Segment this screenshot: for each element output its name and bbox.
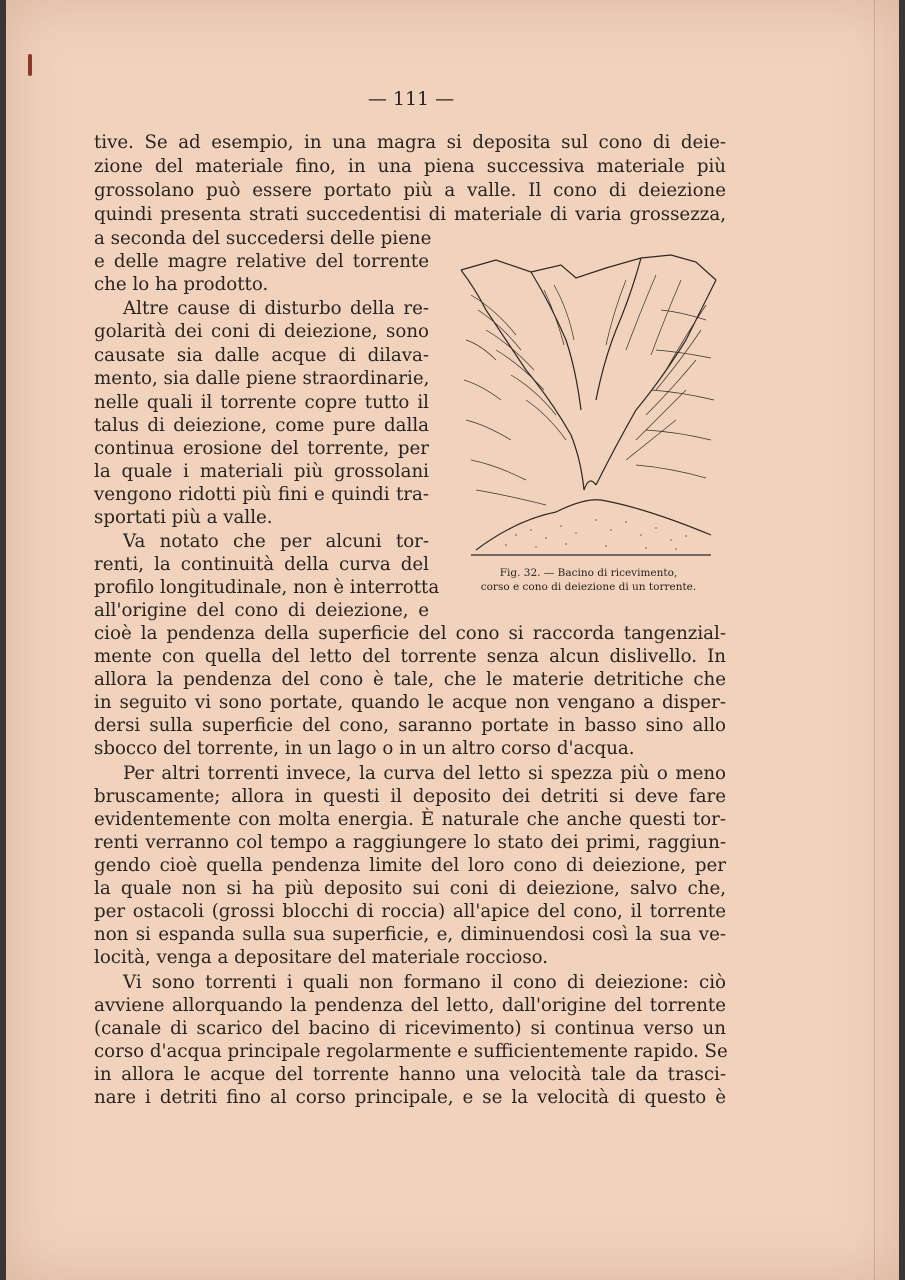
text-line: (canale di scarico del bacino di ricevimento) si continua verso un xyxy=(94,1018,726,1039)
text-line: Altre cause di disturbo della re- xyxy=(123,298,429,319)
text-line: in allora le acque del torrente hanno una velocità tale da trasci- xyxy=(94,1064,726,1085)
text-line: e delle magre relative del torrente xyxy=(94,251,429,272)
text-line: a seconda del succedersi delle piene xyxy=(94,228,432,249)
text-line: Per altri torrenti invece, la curva del letto si spezza più o meno xyxy=(123,763,726,784)
text-line: nare i detriti fino al corso principale, e se la velocità di questo è xyxy=(94,1087,726,1108)
text-line: sbocco del torrente, in un lago o in un altro corso d'acqua. xyxy=(94,738,635,759)
text-line: vengono ridotti più fini e quindi tra- xyxy=(94,484,429,505)
text-line: mente con quella del letto del torrente senza alcun dislivello. In xyxy=(94,646,726,667)
text-line: causate sia dalle acque di dilava- xyxy=(94,345,429,366)
text-line: all'origine del cono di deiezione, e xyxy=(94,600,429,621)
text-line: continua erosione del torrente, per xyxy=(94,438,429,459)
text-line: Vi sono torrenti i quali non formano il cono di deiezione: ciò xyxy=(123,972,726,993)
text-line: gendo cioè quella pendenza limite del loro cono di deiezione, per xyxy=(94,855,726,876)
text-line: talus di deiezione, come pure dalla xyxy=(94,415,429,436)
text-line: renti verranno col tempo a raggiungere lo stato dei primi, raggiun- xyxy=(94,832,726,853)
text-line: che lo ha prodotto. xyxy=(94,274,269,295)
text-line: profilo longitudinale, non è interrotta xyxy=(94,577,440,598)
text-line: sportati più a valle. xyxy=(94,507,273,528)
text-line: quindi presenta strati succedentisi di materiale di varia grossezza, xyxy=(94,204,726,225)
caption-line: Fig. 32. — Bacino di ricevimento, xyxy=(499,567,678,579)
text-line: renti, la continuità della curva del xyxy=(94,554,429,575)
text-line: la quale non si ha più deposito sui coni di deiezione, salvo che, xyxy=(94,878,726,899)
text-line: golarità dei coni di deiezione, sono xyxy=(94,321,429,342)
page-crease xyxy=(874,0,875,1280)
torrent-basin-illustration xyxy=(456,250,721,565)
text-line: non si espanda sulla sua superficie, e, diminuendosi così la sua ve- xyxy=(94,924,726,945)
text-line: avviene allorquando la pendenza del letto, dall'origine del torrente xyxy=(94,995,726,1016)
text-line: cioè la pendenza della superficie del cono si raccorda tangenzial- xyxy=(94,623,726,644)
text-line: tive. Se ad esempio, in una magra si deposita sul cono di deie- xyxy=(94,132,726,153)
text-line: allora la pendenza del cono è tale, che le materie detritiche che xyxy=(94,669,726,690)
caption-line: corso e cono di deiezione di un torrente. xyxy=(480,581,697,593)
figure-caption xyxy=(446,566,731,594)
page-mark xyxy=(28,54,32,76)
text-line: zione del materiale fino, in una piena successiva materiale più xyxy=(94,156,726,177)
text-line: nelle quali il torrente copre tutto il xyxy=(94,392,429,413)
text-line: locità, venga a depositare del materiale roccioso. xyxy=(94,947,549,968)
text-line: Va notato che per alcuni tor- xyxy=(123,531,429,552)
text-line: evidentemente con molta energia. È naturale che anche questi tor- xyxy=(94,809,726,830)
text-line: in seguito vi sono portate, quando le acque non vengano a disper- xyxy=(94,692,726,713)
page-number: — 111 — xyxy=(367,88,455,110)
text-line: la quale i materiali più grossolani xyxy=(94,461,429,482)
text-line: bruscamente; allora in questi il deposito dei detriti si deve fare xyxy=(94,786,726,807)
text-line: grossolano può essere portato più a valle. Il cono di deiezione xyxy=(94,180,726,201)
text-line: corso d'acqua principale regolarmente e sufficientemente rapido. Se xyxy=(94,1041,728,1062)
text-line: per ostacoli (grossi blocchi di roccia) all'apice del cono, il torrente xyxy=(94,901,726,922)
text-line: dersi sulla superficie del cono, saranno portate in basso sino allo xyxy=(94,715,726,736)
book-page xyxy=(6,0,899,1280)
text-line: mento, sia dalle piene straordinarie, xyxy=(94,368,430,389)
